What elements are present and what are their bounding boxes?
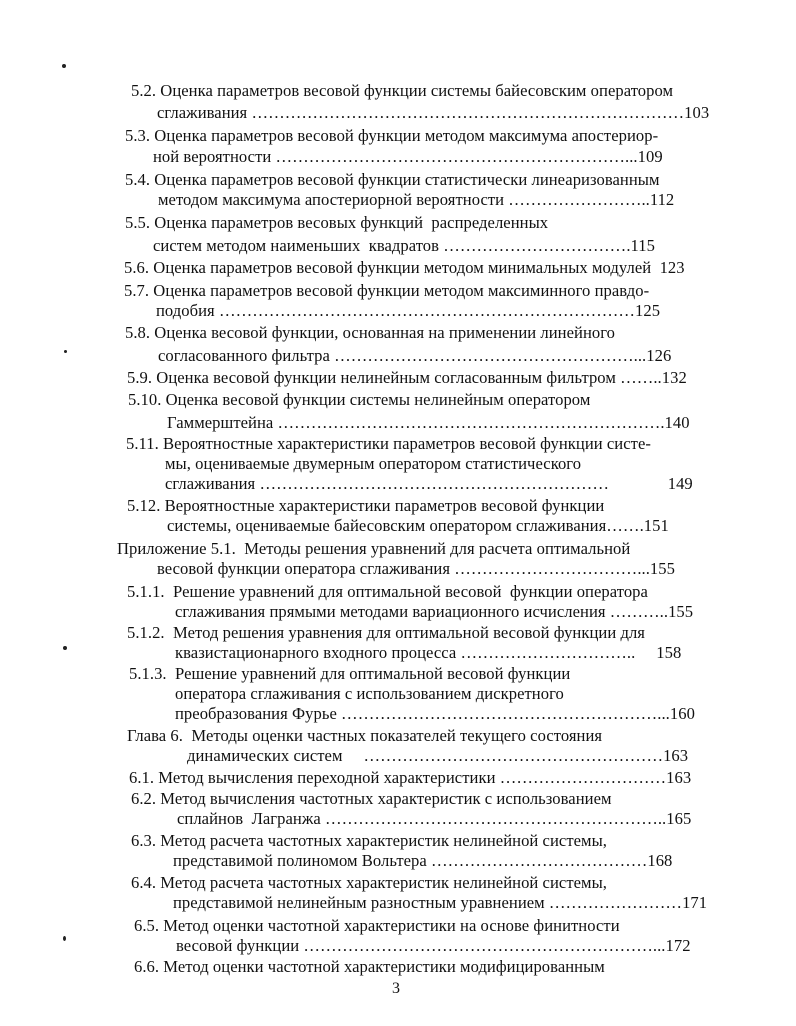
scan-speck (63, 936, 66, 941)
toc-entry-5-2-line1: 5.2. Оценка параметров весовой функции системы байесовским оператором (131, 81, 674, 100)
toc-entry-5-4-line1: 5.4. Оценка параметров весовой функции статистически линеаризованным (125, 170, 660, 189)
toc-entry-5-1-1-line1: 5.1.1. Решение уравнений для оптимальной весовой функции оператора (127, 582, 648, 601)
toc-entry-5-1-2-line2: квазистационарного входного процесса ………………………….. 158 (175, 643, 682, 662)
toc-entry-6-3-line2: представимой полиномом Вольтера …………………………………168 (173, 851, 673, 870)
toc-entry-5-3-line2: ной вероятности ………………………………………………………...109 (153, 147, 663, 166)
toc-entry-6-2-line1: 6.2. Метод вычисления частотных характеристик с использованием (131, 789, 612, 808)
toc-entry-5-7-line1: 5.7. Оценка параметров весовой функции методом максиминного правдо- (124, 281, 650, 300)
toc-entry-5-1-3-line1: 5.1.3. Решение уравнений для оптимальной весовой функции (129, 664, 571, 683)
toc-entry-6-4-line2: представимой нелинейным разностным уравнением ……………………171 (173, 893, 708, 912)
toc-entry-6-2-line2: сплайнов Лагранжа ……………………………………………………..165 (177, 809, 692, 828)
toc-entry-5-11-line3: сглаживания ……………………………………………………… 149 (165, 474, 693, 493)
scan-speck (64, 350, 67, 353)
toc-entry-5-1-1-line2: сглаживания прямыми методами вариационного исчисления ………..155 (175, 602, 694, 621)
toc-entry-5-5-line1: 5.5. Оценка параметров весовых функций распределенных (125, 213, 549, 232)
toc-entry-chapter-6-line1: Глава 6. Методы оценки частных показателей текущего состояния (127, 726, 603, 745)
toc-entry-5-12-line1: 5.12. Вероятностные характеристики параметров весовой функции (127, 496, 605, 515)
scan-speck (62, 64, 66, 68)
toc-entry-5-2-line2: сглаживания ……………………………………………………………………103 (157, 103, 710, 122)
toc-entry-5-6: 5.6. Оценка параметров весовой функции методом минимальных модулей 123 (124, 258, 685, 277)
toc-entry-appendix-5-1-line1: Приложение 5.1. Методы решения уравнений для расчета оптимальной (117, 539, 631, 558)
toc-entry-6-6-line1: 6.6. Метод оценки частотной характеристики модифицированным (134, 957, 605, 976)
toc-entry-6-3-line1: 6.3. Метод расчета частотных характеристик нелинейной системы, (131, 831, 607, 850)
toc-entry-6-5-line1: 6.5. Метод оценки частотной характеристики на основе финитности (134, 916, 620, 935)
toc-entry-5-1-3-line2: оператора сглаживания с использованием дискретного (175, 684, 564, 703)
toc-entry-5-11-line2: мы, оцениваемые двумерным оператором статистического (165, 454, 582, 473)
toc-entry-appendix-5-1-line2: весовой функции оператора сглаживания ……………………………...155 (157, 559, 675, 578)
scan-speck (63, 646, 67, 650)
toc-entry-5-8-line2: согласованного фильтра ………………………………………………...126 (158, 346, 672, 365)
toc-entry-5-8-line1: 5.8. Оценка весовой функции, основанная на применении линейного (125, 323, 616, 342)
toc-entry-5-4-line2: методом максимума апостериорной вероятности ……………………..112 (158, 190, 675, 209)
toc-entry-5-10-line2: Гаммерштейна …………………………………………………………….140 (167, 413, 690, 432)
toc-entry-5-9: 5.9. Оценка весовой функции нелинейным согласованным фильтром ……..132 (127, 368, 687, 387)
toc-entry-5-5-line2: систем методом наименьших квадратов …………………………….115 (153, 236, 655, 255)
toc-entry-5-1-2-line1: 5.1.2. Метод решения уравнения для оптимальной весовой функции для (127, 623, 645, 642)
toc-entry-5-1-3-line3: преобразования Фурье …………………………………………………...160 (175, 704, 695, 723)
toc-entry-5-3-line1: 5.3. Оценка параметров весовой функции методом максимума апостериор- (125, 126, 659, 145)
toc-entry-chapter-6-line2: динамических систем ………………………………………………163 (187, 746, 689, 765)
toc-entry-6-5-line2: весовой функции ………………………………………………………...172 (176, 936, 691, 955)
toc-entry-5-11-line1: 5.11. Вероятностные характеристики параметров весовой функции систе- (126, 434, 651, 453)
toc-entry-6-1: 6.1. Метод вычисления переходной характеристики …………………………163 (129, 768, 692, 787)
toc-entry-5-7-line2: подобия …………………………………………………………………125 (156, 301, 661, 320)
page-number: 3 (392, 980, 400, 997)
toc-entry-5-10-line1: 5.10. Оценка весовой функции системы нелинейным оператором (128, 390, 591, 409)
toc-entry-5-12-line2: системы, оцениваемые байесовским оператором сглаживания…….151 (167, 516, 669, 535)
toc-entry-6-4-line1: 6.4. Метод расчета частотных характеристик нелинейной системы, (131, 873, 607, 892)
